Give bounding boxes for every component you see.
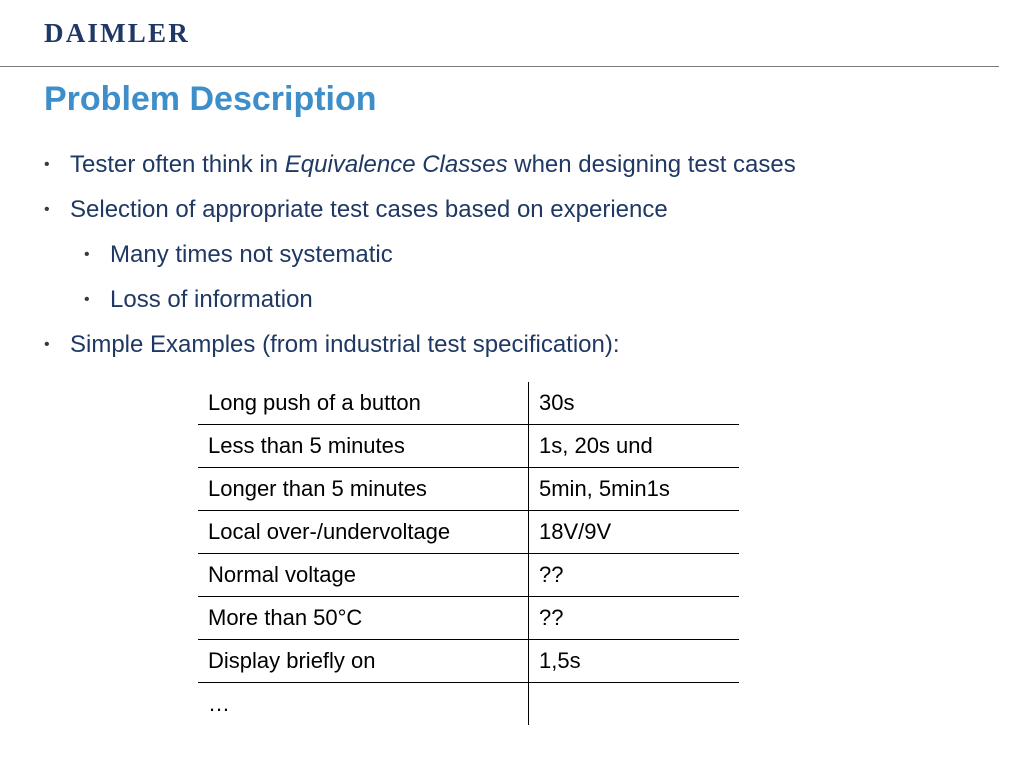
- bullet-text-before: Tester often think in: [70, 151, 285, 178]
- bullet-text-after: when designing test cases: [507, 151, 796, 178]
- condition-cell: Display briefly on: [198, 640, 529, 683]
- bullet-dot-icon: •: [44, 201, 50, 218]
- test-spec-table: [198, 382, 739, 725]
- bullet-item: [0, 146, 796, 191]
- bullet-item: [0, 191, 796, 236]
- table-row: [198, 511, 739, 554]
- bullet-text: Many times not systematic: [110, 241, 393, 268]
- table-row: [198, 597, 739, 640]
- table-row: [198, 554, 739, 597]
- header-divider: [0, 66, 999, 67]
- value-cell: 30s: [529, 382, 740, 425]
- bullet-emphasis: Equivalence Classes: [284, 151, 508, 178]
- bullet-dot-icon: •: [84, 246, 90, 263]
- sub-bullet-item: [0, 281, 796, 326]
- value-cell: 1,5s: [529, 640, 740, 683]
- condition-cell: Less than 5 minutes: [198, 425, 529, 468]
- bullet-text: Loss of information: [110, 286, 313, 313]
- bullet-dot-icon: •: [44, 336, 50, 353]
- table-row: [198, 425, 739, 468]
- condition-cell: Local over-/undervoltage: [198, 511, 529, 554]
- condition-cell: More than 50°C: [198, 597, 529, 640]
- condition-cell: Long push of a button: [198, 382, 529, 425]
- bullet-item: [0, 326, 796, 371]
- condition-cell: Normal voltage: [198, 554, 529, 597]
- slide-title: Problem Description: [44, 80, 377, 118]
- condition-cell: Longer than 5 minutes: [198, 468, 529, 511]
- bullet-text: Selection of appropriate test cases based on experience: [70, 196, 668, 223]
- value-cell: [529, 683, 740, 726]
- sub-bullet-item: [0, 236, 796, 281]
- value-cell: 5min, 5min1s: [529, 468, 740, 511]
- bullet-list: [0, 146, 796, 371]
- condition-cell: …: [198, 683, 529, 726]
- table-row: [198, 382, 739, 425]
- value-cell: ??: [529, 554, 740, 597]
- table-row: [198, 468, 739, 511]
- bullet-dot-icon: •: [44, 156, 50, 173]
- bullet-dot-icon: •: [84, 291, 90, 308]
- table-row: [198, 683, 739, 726]
- daimler-logo: DAIMLER: [44, 18, 190, 48]
- value-cell: 18V/9V: [529, 511, 740, 554]
- bullet-text: Simple Examples (from industrial test specification):: [70, 331, 620, 358]
- value-cell: ??: [529, 597, 740, 640]
- table-row: [198, 640, 739, 683]
- value-cell: 1s, 20s und: [529, 425, 740, 468]
